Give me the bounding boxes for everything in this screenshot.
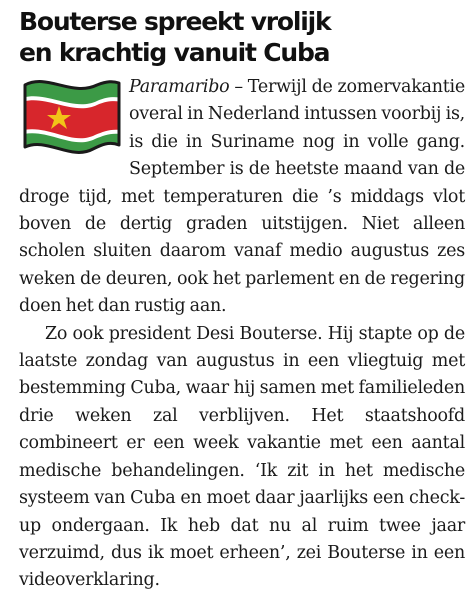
suriname-flag-icon xyxy=(17,75,125,161)
article-body xyxy=(19,74,465,595)
paragraph-1-text: Terwijl de zomervakantie overal in Nederland intussen voorbij is, is die in Suriname nog in volle gang. September is de heetste maand van de droge tijd, met temperaturen die ’s middags vlot boven de dertig graden uitstijgen. Niet alleen scholen sluiten daarom vanaf medio augustus zes weken de deuren, ook het parlement en de regering doen het dan rustig aan. xyxy=(19,77,465,317)
paragraph-2: Zo ook president Desi Bouterse. Hij stapte op de laatste zondag van augustus in een vliegtuig met bestemming Cuba, waar hij samen met familieleden drie weken zal verblijven. Het staatshoofd combineert er een week vakantie met een aantal medische behandelingen. ‘Ik zit in het medische systeem van Cuba en moet daar jaarlijks een check-up ondergaan. Ik heb dat nu al ruim twee jaar verzuimd, dus ik moet erheen’, zei Bouterse in een videoverklaring. xyxy=(19,323,465,591)
dateline: Paramaribo xyxy=(129,77,230,97)
headline-line-2: en krachtig vanuit Cuba xyxy=(19,38,330,67)
headline-line-1: Bouterse spreekt vrolijk xyxy=(19,7,331,36)
headline xyxy=(19,6,465,68)
dateline-dash: – xyxy=(229,77,248,97)
